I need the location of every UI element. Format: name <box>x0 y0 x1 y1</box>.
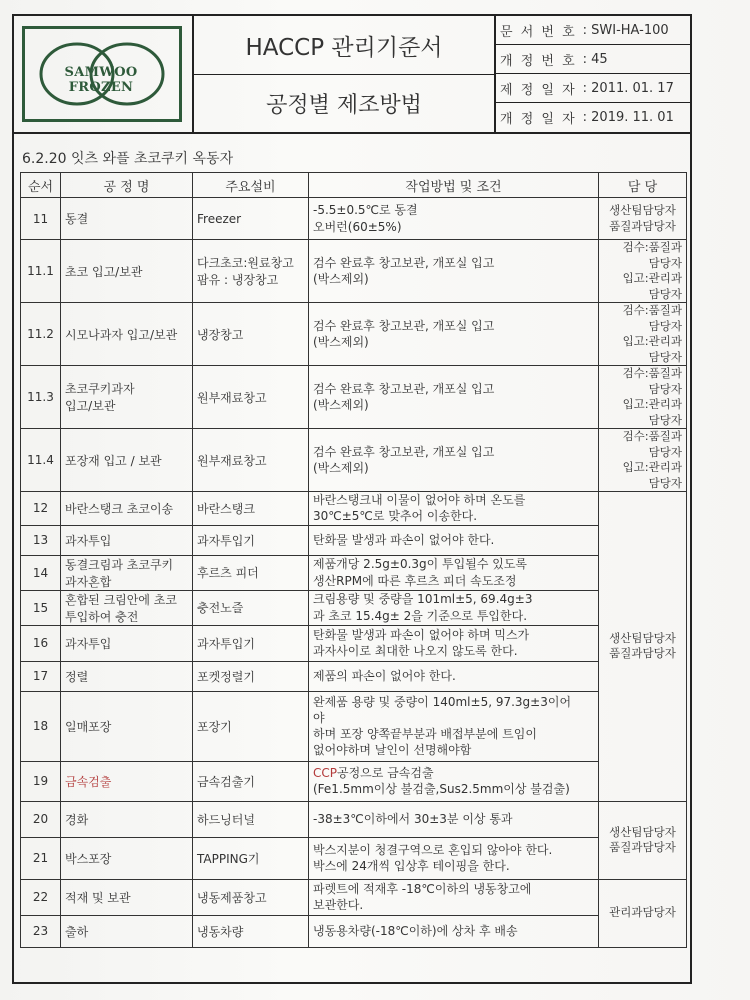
text-line: 검수 완료후 창고보관, 개포실 입고 <box>313 318 495 333</box>
table-row <box>21 429 687 492</box>
equipment-name: 냉장창고 <box>193 303 309 366</box>
text-line: 박스에 24개씩 입상후 테이핑을 한다. <box>313 859 510 874</box>
table-row <box>21 761 687 801</box>
owner-cell <box>599 366 687 429</box>
work-method <box>309 915 599 947</box>
table-row <box>21 915 687 947</box>
step-number: 11 <box>21 198 61 240</box>
work-method <box>309 555 599 590</box>
equipment-name: 바란스탱크 <box>193 492 309 525</box>
step-number: 18 <box>21 691 61 761</box>
col-header-equipment: 주요설비 <box>193 173 309 198</box>
table-row <box>21 555 687 590</box>
section-title: 6.2.20 잇츠 와플 초코쿠키 옥동자 <box>22 151 234 167</box>
text-line: 입고:관리과 <box>622 460 682 475</box>
equipment-name <box>193 240 309 303</box>
owner-group-cell <box>599 801 687 879</box>
text-line: 하며 포장 양쪽끝부분과 배접부분에 트임이 <box>313 727 537 742</box>
equipment-name: 충전노즐 <box>193 590 309 625</box>
text-line: 보관한다. <box>313 898 364 913</box>
work-method <box>309 590 599 625</box>
document-subtitle: 공정별 제조방법 <box>266 93 422 118</box>
process-name: 출하 <box>61 915 193 947</box>
table-row <box>21 691 687 761</box>
text-line: -5.5±0.5℃로 동결 <box>313 203 418 218</box>
text-line: 없어야하며 날인이 선명해야함 <box>313 743 472 758</box>
process-name: 과자투입 <box>61 525 193 555</box>
table-row <box>21 801 687 837</box>
process-name: 동결 <box>61 198 193 240</box>
text-line: 검수:품질과 <box>622 303 682 318</box>
process-name: 정렬 <box>61 661 193 691</box>
text-segment: 공정으로 금속검출 <box>337 765 434 780</box>
text-line: 과자혼합 <box>65 574 112 589</box>
text-line: 품질과담당자 <box>609 218 676 233</box>
step-number: 16 <box>21 625 61 661</box>
text-line: -38±3℃이하에서 30±3분 이상 통과 <box>313 812 513 827</box>
document-header <box>14 16 690 134</box>
text-line: 검수 완료후 창고보관, 개포실 입고 <box>313 381 495 396</box>
work-method <box>309 761 599 801</box>
process-table <box>20 172 687 948</box>
equipment-name: 냉동제품창고 <box>193 879 309 915</box>
text-line: 관리과담당자 <box>609 905 676 920</box>
equipment-name: 과자투입기 <box>193 525 309 555</box>
text-line: (박스제외) <box>313 398 369 413</box>
work-method <box>309 625 599 661</box>
text-line: 입고/보관 <box>65 399 116 414</box>
text-line: 생산RPM에 따른 후르츠 피더 속도조정 <box>313 573 517 588</box>
meta-value: : 2011. 01. 17 <box>582 80 674 96</box>
text-line: 담당자 <box>648 318 682 333</box>
step-number: 21 <box>21 837 61 879</box>
process-name <box>61 555 193 590</box>
text-line: 검수:품질과 <box>622 366 682 381</box>
process-name: 일매포장 <box>61 691 193 761</box>
process-name: 과자투입 <box>61 625 193 661</box>
text-line: 30℃±5℃로 맞추어 이송한다. <box>313 509 478 524</box>
step-number: 19 <box>21 761 61 801</box>
step-number: 15 <box>21 590 61 625</box>
step-number: 20 <box>21 801 61 837</box>
equipment-name: 후르츠 피더 <box>193 555 309 590</box>
step-number: 22 <box>21 879 61 915</box>
table-row <box>21 240 687 303</box>
meta-label: 개 정 번 호 <box>500 53 577 69</box>
meta-revised-date <box>496 103 690 132</box>
text-line: 검수:품질과 <box>622 240 682 254</box>
work-method <box>309 492 599 525</box>
step-number: 17 <box>21 661 61 691</box>
equipment-name: 금속검출기 <box>193 761 309 801</box>
text-line: 냉동용차량(-18℃이하)에 상차 후 배송 <box>313 924 518 939</box>
work-method <box>309 303 599 366</box>
document-meta <box>496 16 690 132</box>
text-line: 입고:관리과 <box>622 397 682 412</box>
owner-cell <box>599 303 687 366</box>
col-header-method: 작업방법 및 조건 <box>309 173 599 198</box>
text-line: (박스제외) <box>313 335 369 350</box>
meta-label: 문 서 번 호 <box>500 24 577 40</box>
meta-value: : SWI-HA-100 <box>582 22 669 38</box>
owner-group-cell <box>599 492 687 801</box>
text-line: 담당자 <box>648 255 682 270</box>
text-line: 입고:관리과 <box>622 334 682 349</box>
text-line: 제품개당 2.5g±0.3g이 투입될수 있도록 <box>313 557 528 572</box>
text-line: 생산팀담당자 <box>609 824 676 839</box>
equipment-name: 원부재료창고 <box>193 429 309 492</box>
process-name: 박스포장 <box>61 837 193 879</box>
meta-enacted-date <box>496 74 690 103</box>
table-row <box>21 525 687 555</box>
text-line: 완제품 용량 및 중량이 140ml±5, 97.3g±3이어 <box>313 694 572 709</box>
company-logo <box>22 26 182 122</box>
equipment-name: 과자투입기 <box>193 625 309 661</box>
text-line: 초코쿠키과자 <box>65 382 135 397</box>
table-row <box>21 198 687 240</box>
text-line: 담당자 <box>648 286 682 301</box>
process-name: 경화 <box>61 801 193 837</box>
meta-revision-number <box>496 45 690 74</box>
ccp-label: CCP <box>313 765 337 780</box>
work-method <box>309 691 599 761</box>
text-line: 담당자 <box>648 444 682 459</box>
table-row <box>21 366 687 429</box>
text-line: (Fe1.5mm이상 불검출,Sus2.5mm이상 불검출) <box>313 782 570 797</box>
table-row <box>21 837 687 879</box>
text-line: 검수:품질과 <box>622 429 682 444</box>
text-line: 품질과담당자 <box>609 646 676 661</box>
equipment-name: 하드닝터널 <box>193 801 309 837</box>
step-number: 23 <box>21 915 61 947</box>
work-method <box>309 240 599 303</box>
text-line: 담당자 <box>648 475 682 490</box>
process-name: 초코 입고/보관 <box>61 240 193 303</box>
table-row <box>21 879 687 915</box>
equipment-name: 포장기 <box>193 691 309 761</box>
work-method <box>309 801 599 837</box>
document-frame <box>12 14 692 984</box>
text-line: 품질과담당자 <box>609 840 676 855</box>
text-line: 입고:관리과 <box>622 271 682 286</box>
work-method <box>309 198 599 240</box>
text-line: 생산팀담당자 <box>609 202 676 217</box>
text-line: 박스지분이 청결구역으로 혼입되 않아야 한다. <box>313 842 553 857</box>
text-line: 동결크림과 초코쿠키 <box>65 557 174 572</box>
text-line: 투입하여 충전 <box>65 609 139 624</box>
process-name: 적재 및 보관 <box>61 879 193 915</box>
logo-cell <box>14 16 194 132</box>
meta-value: : 2019. 11. 01 <box>582 110 674 125</box>
process-name: 시모나과자 입고/보관 <box>61 303 193 366</box>
text-line <box>313 765 594 781</box>
text-line: 다크초코:원료창고 <box>197 256 294 271</box>
text-line: 탄화물 발생과 파손이 없어야 한다. <box>313 533 495 548</box>
table-row <box>21 625 687 661</box>
text-line: 생산팀담당자 <box>609 630 676 645</box>
col-header-owner: 담 당 <box>599 173 687 198</box>
text-line: 제품의 파손이 없어야 한다. <box>313 669 456 684</box>
title-cell <box>194 16 496 132</box>
text-line: 바란스탱크내 이물이 없어야 하며 온도를 <box>313 493 526 508</box>
text-line: 파렛트에 적재후 -18℃이하의 냉동창고에 <box>313 881 532 896</box>
text-line: 혼합된 크림안에 초코 <box>65 592 177 607</box>
table-row <box>21 492 687 525</box>
col-header-process: 공 정 명 <box>61 173 193 198</box>
col-header-no: 순서 <box>21 173 61 198</box>
process-name <box>61 366 193 429</box>
owner-cell <box>599 429 687 492</box>
meta-doc-number <box>496 16 690 45</box>
text-line: 담당자 <box>648 349 682 364</box>
step-number: 14 <box>21 555 61 590</box>
process-name: 포장재 입고 / 보관 <box>61 429 193 492</box>
process-name: 바란스탱크 초코이송 <box>61 492 193 525</box>
process-name: 금속검출 <box>61 761 193 801</box>
text-line: (박스제외) <box>313 461 369 476</box>
table-row <box>21 661 687 691</box>
text-line: 야 <box>313 710 325 725</box>
process-name <box>61 590 193 625</box>
work-method <box>309 525 599 555</box>
work-method <box>309 429 599 492</box>
step-number: 11.4 <box>21 429 61 492</box>
text-line: 탄화물 발생과 파손이 없어야 하며 믹스가 <box>313 627 530 642</box>
meta-label: 제 정 일 자 <box>500 82 577 98</box>
owner-cell <box>599 198 687 240</box>
text-line: 오버런(60±5%) <box>313 219 402 234</box>
owner-group-cell <box>599 879 687 947</box>
text-line: (박스제외) <box>313 272 369 287</box>
text-line: 크림용량 및 중량을 101ml±5, 69.4g±3 <box>313 592 533 607</box>
table-header-row <box>21 173 687 198</box>
equipment-name: TAPPING기 <box>193 837 309 879</box>
work-method <box>309 837 599 879</box>
table-row <box>21 303 687 366</box>
text-line: 팜유 : 냉장창고 <box>197 273 279 288</box>
text-line: 과 초코 15.4g± 2을 기준으로 투입한다. <box>313 608 528 623</box>
equipment-name: 냉동차량 <box>193 915 309 947</box>
equipment-name: 포켓정렬기 <box>193 661 309 691</box>
text-line: 검수 완료후 창고보관, 개포실 입고 <box>313 255 495 270</box>
equipment-name: Freezer <box>193 198 309 240</box>
meta-value: : 45 <box>582 51 608 67</box>
work-method <box>309 661 599 691</box>
step-number: 13 <box>21 525 61 555</box>
equipment-name: 원부재료창고 <box>193 366 309 429</box>
text-line: 담당자 <box>648 381 682 396</box>
owner-cell <box>599 240 687 303</box>
work-method <box>309 879 599 915</box>
table-row <box>21 590 687 625</box>
step-number: 11.1 <box>21 240 61 303</box>
logo-text: SAMWOO FROZEN <box>64 65 138 95</box>
step-number: 11.3 <box>21 366 61 429</box>
step-number: 11.2 <box>21 303 61 366</box>
text-line: 과자사이로 최대한 나오지 않도록 한다. <box>313 644 518 659</box>
text-line: 담당자 <box>648 412 682 427</box>
document-title: HACCP 관리기준서 <box>194 16 494 75</box>
work-method <box>309 366 599 429</box>
step-number: 12 <box>21 492 61 525</box>
text-line: 검수 완료후 창고보관, 개포실 입고 <box>313 445 495 460</box>
meta-label: 개 정 일 자 <box>500 112 577 127</box>
